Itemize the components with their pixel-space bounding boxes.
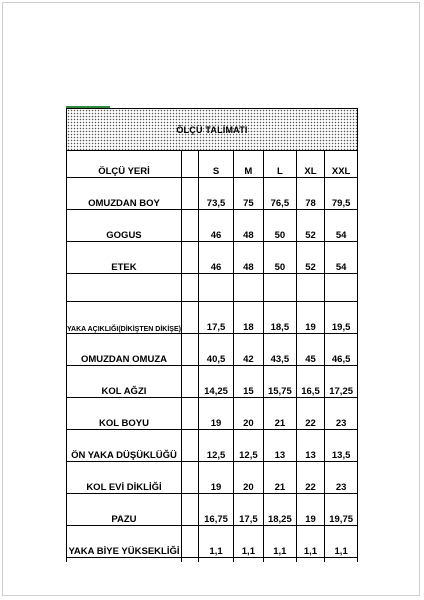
- empty-cell: [181, 274, 198, 302]
- empty-cell: [181, 334, 198, 366]
- size-value: 14,25: [199, 366, 233, 398]
- size-value: 19: [199, 398, 233, 430]
- size-value: 23: [325, 462, 358, 494]
- size-value: 20: [233, 462, 263, 494]
- row-label: KOL BOYU: [67, 398, 182, 430]
- size-value: 20: [233, 398, 263, 430]
- table-row: [67, 398, 358, 430]
- empty-cell: [181, 242, 198, 274]
- size-value: 1,1: [296, 526, 325, 558]
- size-value: 19: [199, 462, 233, 494]
- size-value: 16,75: [199, 494, 233, 526]
- empty-cell: [325, 274, 358, 302]
- size-value: 46: [199, 242, 233, 274]
- header-size-s: S: [199, 151, 233, 178]
- size-value: 48: [233, 242, 263, 274]
- size-value: 19: [296, 302, 325, 334]
- row-label: OMUZDAN BOY: [67, 178, 182, 210]
- empty-cell: [233, 558, 263, 563]
- size-value: 75: [233, 178, 263, 210]
- row-label: OMUZDAN OMUZA: [67, 334, 182, 366]
- size-value: 17,5: [199, 302, 233, 334]
- empty-cell: [199, 274, 233, 302]
- size-value: 48: [233, 210, 263, 242]
- table-row: [67, 334, 358, 366]
- size-value: 52: [296, 242, 325, 274]
- empty-cell: [181, 430, 198, 462]
- size-value: 1,1: [199, 526, 233, 558]
- empty-cell: [181, 526, 198, 558]
- table-row: [67, 302, 358, 334]
- size-value: 23: [325, 398, 358, 430]
- title-band: [66, 108, 358, 151]
- size-table: [66, 150, 358, 562]
- table-row: [67, 462, 358, 494]
- header-size-xxl: XXL: [325, 151, 358, 178]
- row-label: PAZU: [67, 494, 182, 526]
- empty-cell: [181, 494, 198, 526]
- row-label: ÖN YAKA DÜŞÜKLÜĞÜ: [67, 430, 182, 462]
- size-value: 17,5: [233, 494, 263, 526]
- chart-title: ÖLÇÜ TALİMATI: [176, 125, 248, 135]
- size-value: 18,25: [264, 494, 297, 526]
- header-size-l: L: [264, 151, 297, 178]
- size-value: 15: [233, 366, 263, 398]
- size-value: 42: [233, 334, 263, 366]
- size-value: 40,5: [199, 334, 233, 366]
- empty-cell: [233, 274, 263, 302]
- empty-cell: [67, 274, 182, 302]
- table-tail: [67, 558, 358, 563]
- size-value: 76,5: [264, 178, 297, 210]
- row-label: YAKA AÇIKLIĞI(DİKİŞTEN DİKİŞE): [67, 302, 182, 334]
- size-value: 16,5: [296, 366, 325, 398]
- empty-cell: [264, 558, 297, 563]
- empty-cell: [296, 558, 325, 563]
- empty-cell: [296, 274, 325, 302]
- size-value: 22: [296, 398, 325, 430]
- size-value: 17,25: [325, 366, 358, 398]
- empty-cell: [181, 151, 198, 178]
- empty-cell: [67, 558, 182, 563]
- size-value: 13: [264, 430, 297, 462]
- row-label: KOL AĞZI: [67, 366, 182, 398]
- size-value: 18,5: [264, 302, 297, 334]
- table-row: [67, 242, 358, 274]
- empty-cell: [181, 366, 198, 398]
- size-value: 46,5: [325, 334, 358, 366]
- size-value: 73,5: [199, 178, 233, 210]
- empty-cell: [181, 558, 198, 563]
- table-row: [67, 210, 358, 242]
- size-value: 78: [296, 178, 325, 210]
- size-value: 22: [296, 462, 325, 494]
- size-value: 52: [296, 210, 325, 242]
- size-value: 15,75: [264, 366, 297, 398]
- size-value: 46: [199, 210, 233, 242]
- size-value: 50: [264, 210, 297, 242]
- header-size-m: M: [233, 151, 263, 178]
- size-value: 54: [325, 242, 358, 274]
- size-value: 19: [296, 494, 325, 526]
- size-value: 21: [264, 462, 297, 494]
- size-value: 12,5: [233, 430, 263, 462]
- table-row: [67, 178, 358, 210]
- header-row: [67, 151, 358, 178]
- empty-cell: [181, 178, 198, 210]
- table-row: [67, 430, 358, 462]
- table-row: [67, 494, 358, 526]
- blank-row: [67, 274, 358, 302]
- empty-cell: [181, 210, 198, 242]
- empty-cell: [181, 462, 198, 494]
- size-value: 1,1: [233, 526, 263, 558]
- row-label: GOGUS: [67, 210, 182, 242]
- empty-cell: [199, 558, 233, 563]
- size-value: 13: [296, 430, 325, 462]
- empty-cell: [181, 398, 198, 430]
- size-value: 12,5: [199, 430, 233, 462]
- size-value: 19,75: [325, 494, 358, 526]
- size-value: 43,5: [264, 334, 297, 366]
- row-label: YAKA BİYE YÜKSEKLİĞİ: [67, 526, 182, 558]
- size-value: 1,1: [325, 526, 358, 558]
- empty-cell: [325, 558, 358, 563]
- table-row: [67, 526, 358, 558]
- header-size-xl: XL: [296, 151, 325, 178]
- table-row: [67, 366, 358, 398]
- size-value: 1,1: [264, 526, 297, 558]
- size-value: 21: [264, 398, 297, 430]
- size-value: 50: [264, 242, 297, 274]
- empty-cell: [264, 274, 297, 302]
- size-value: 18: [233, 302, 263, 334]
- size-value: 13,5: [325, 430, 358, 462]
- size-value: 45: [296, 334, 325, 366]
- row-label: KOL EVİ DİKLİĞİ: [67, 462, 182, 494]
- empty-cell: [181, 302, 198, 334]
- header-measure-point: ÖLÇÜ YERİ: [67, 151, 182, 178]
- size-value: 54: [325, 210, 358, 242]
- size-value: 19,5: [325, 302, 358, 334]
- row-label: ETEK: [67, 242, 182, 274]
- size-value: 79,5: [325, 178, 358, 210]
